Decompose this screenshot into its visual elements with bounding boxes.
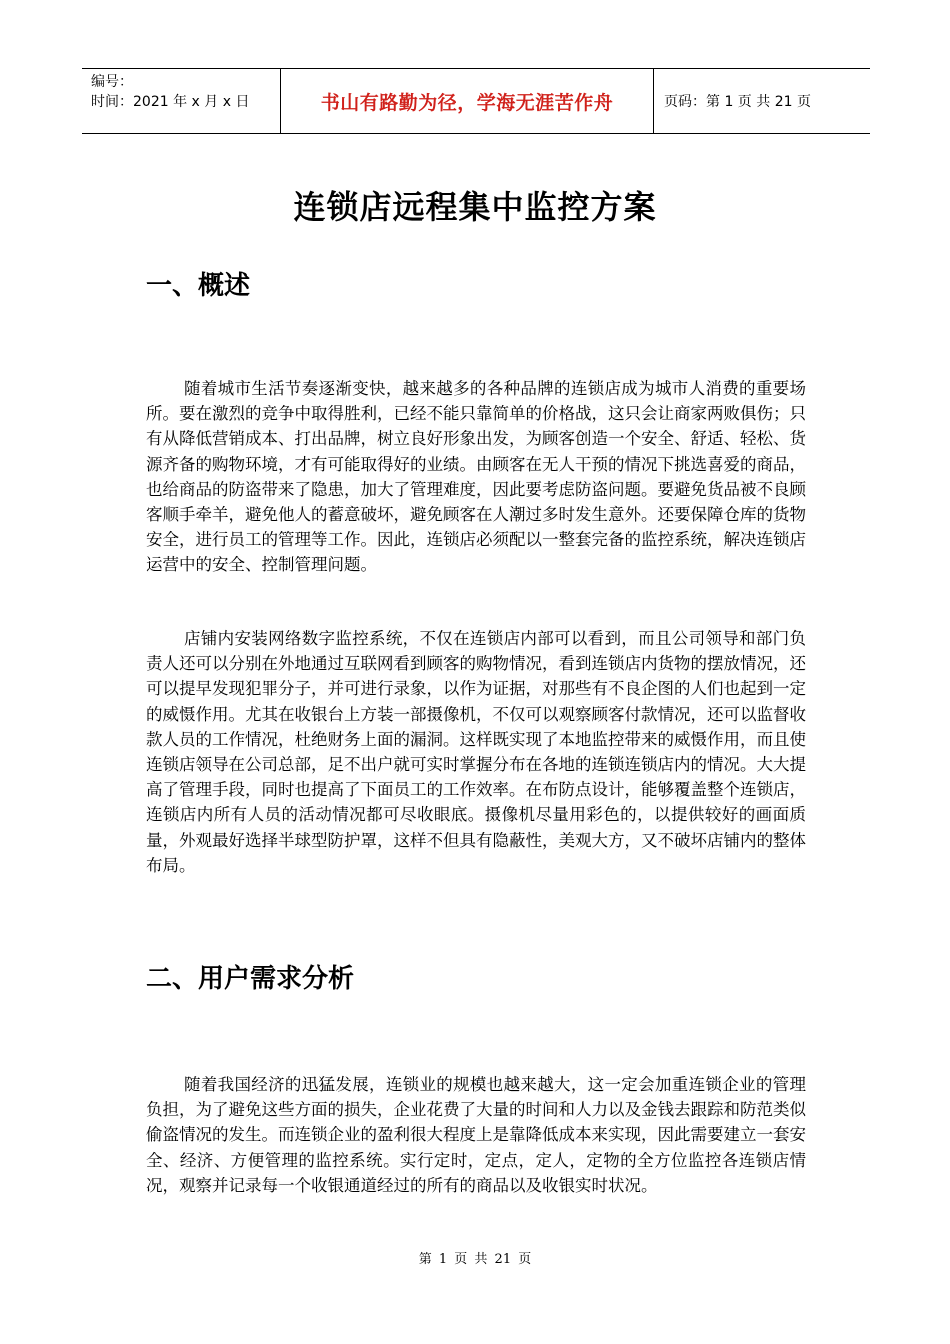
document-date: 时间：2021 年 x 月 x 日	[91, 94, 250, 110]
paragraph: 随着城市生活节奏逐渐变快，越来越多的各种品牌的连锁店成为城市人消费的重要场所。要在激烈的竞争中取得胜利，已经不能只靠简单的价格战，这只会让商家两败俱伤；只有从降低营销成本、打出品牌，树立良好形象出发，为顾客创造一个安全、舒适、轻松、货源齐备的购物环境，才有可能取得好的业绩。由顾客在无人干预的情况下挑选喜爱的商品，也给商品的防盗带来了隐患，加大了管理难度，因此要考虑防盗问题。要避免货品被不良顾客顺手牵羊，避免他人的蓄意破坏，避免顾客在人潮过多时发生意外。还要保障仓库的货物安全，进行员工的管理等工作。因此，连锁店必须配以一整套完备的监控系统，解决连锁店运营中的安全、控制管理问题。	[146, 379, 806, 575]
page-footer: 第 1 页 共 21 页	[418, 1252, 532, 1267]
header-meta-cell	[82, 69, 281, 133]
section-heading-requirements: 二、用户需求分析	[146, 964, 355, 994]
header-page-info: 页码：第 1 页 共 21 页	[664, 94, 811, 110]
paragraph: 随着我国经济的迅猛发展，连锁业的规模也越来越大，这一定会加重连锁企业的管理负担，为了避免这些方面的损失，企业花费了大量的时间和人力以及金钱去跟踪和防范类似偷盗情况的发生。而连锁企业的盈利很大程度上是靠降低成本来实现，因此需要建立一套安全、经济、方便管理的监控系统。实行定时，定点，定人，定物的全方位监控各连锁店情况，观察并记录每一个收银通道经过的所有的商品以及收银实时状况。	[146, 1075, 806, 1195]
paragraph: 店铺内安装网络数字监控系统，不仅在连锁店内部可以看到，而且公司领导和部门负责人还可以分别在外地通过互联网看到顾客的购物情况，看到连锁店内货物的摆放情况，还可以提早发现犯罪分子，并可进行录象，以作为证据，对那些有不良企图的人们也起到一定的威慑作用。尤其在收银台上方装一部摄像机，不仅可以观察顾客付款情况，还可以监督收款人员的工作情况，杜绝财务上面的漏洞。这样既实现了本地监控带来的威慑作用，而且使连锁店领导在公司总部，足不出户就可实时掌握分布在各地的连锁连锁店内的情况。大大提高了管理手段，同时也提高了下面员工的工作效率。在布防点设计，能够覆盖整个连锁店，连锁店内所有人员的活动情况都可尽收眼底。摄像机尽量用彩色的，以提供较好的画面质量，外观最好选择半球型防护罩，这样不但具有隐蔽性，美观大方，又不破坏店铺内的整体布局。	[146, 629, 806, 875]
header-motto: 书山有路勤为径，学海无涯苦作舟	[281, 69, 654, 133]
document-number-label: 编号：	[91, 74, 133, 90]
section-heading-overview: 一、概述	[146, 271, 251, 301]
document-title: 连锁店远程集中监控方案	[293, 188, 657, 226]
document-header	[82, 68, 870, 134]
